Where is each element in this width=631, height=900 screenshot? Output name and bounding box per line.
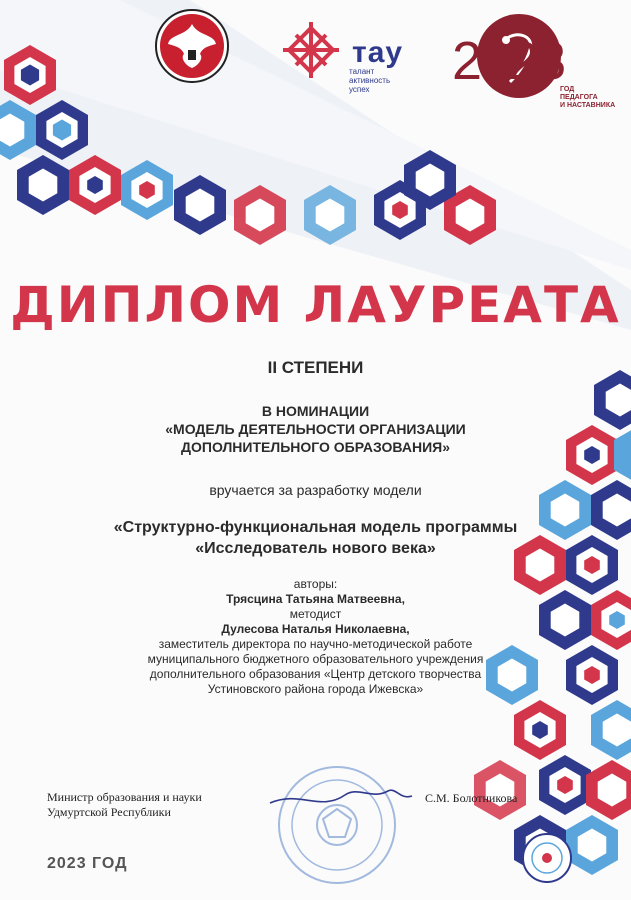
work-title-line: «Исследователь нового века» [195,540,436,557]
tau-logo-word: тау [352,36,404,69]
tau-slogan-line: активность [349,76,391,85]
signatory-position-line: Министр образования и науки [47,790,202,804]
author-2-role-line: муниципального бюджетного образовательного учреждения [147,652,484,666]
footer-year: 2023 ГОД [47,855,128,872]
authors-label: авторы: [293,577,338,591]
author-1-name: Трясцина Татьяна Матвеевна, [226,592,405,606]
year-logo-number: 2023 [452,31,565,91]
signatory-position-line: Удмуртской Республики [47,805,171,819]
udmurtia-coat-of-arms-icon [156,10,228,82]
official-round-stamp-icon [279,767,395,883]
author-2-name: Дулесова Наталья Николаевна, [221,622,410,636]
nomination-line: ДОПОЛНИТЕЛЬНОГО ОБРАЗОВАНИЯ» [181,439,450,455]
signatory-position [47,790,202,820]
nomination-line: «МОДЕЛЬ ДЕЯТЕЛЬНОСТИ ОРГАНИЗАЦИИ [165,421,466,437]
tau-slogan-line: талант [349,67,375,76]
work-title [0,517,631,559]
year-logo-caption-line: ГОД [560,86,575,93]
diploma-degree: II СТЕПЕНИ [267,358,364,377]
author-1-role: методист [289,607,342,621]
diploma-title: ДИПЛОМ ЛАУРЕАТА [10,276,621,334]
author-2-role-line: заместитель директора по научно-методической работе [158,637,473,651]
year-logo-caption-line: И НАСТАВНИКА [560,102,616,109]
year-logo-caption-line: ПЕДАГОГА [560,94,598,101]
tau-slogan-line: успех [349,85,370,94]
year-logo-caption [560,86,620,110]
authors-block [0,577,631,697]
awarded-for-text: вручается за разработку модели [209,482,422,498]
tau-logo-slogan [349,67,390,94]
author-2-role-line: дополнительного образования «Центр детского творчества [149,667,482,681]
signatory-name: С.М. Болотникова [425,791,518,805]
author-2-role-line: Устиновского района города Ижевска» [207,682,424,696]
round-education-seal-icon [523,834,571,882]
nomination-line: В НОМИНАЦИИ [261,403,370,419]
work-title-line: «Структурно-функциональная модель программы [113,519,518,536]
nomination-block [0,402,631,456]
